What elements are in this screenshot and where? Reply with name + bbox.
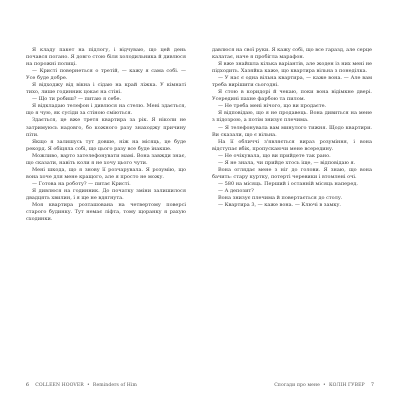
- left-footer-book-title: Reminders of Him: [92, 383, 137, 388]
- right-page-text: [212, 47, 372, 377]
- paragraph: Я кладу пакет на підлогу, і відчуваю, що цей день почався погано. Я довго стою біля холодильника й дивлюся на порожні полиці.: [26, 47, 186, 68]
- right-footer-bullet: •: [321, 383, 328, 388]
- right-footer-book-title: Спогади про мене: [274, 383, 320, 388]
- paragraph: — Не треба мені нічого, що ви продаєте.: [218, 103, 327, 110]
- paragraph: Я відходжу від вікна і сідаю на край ліжка. У кімнаті тихо, лише годинник цокає на стіні.: [26, 82, 186, 96]
- left-page-number: 6: [26, 383, 30, 388]
- left-footer-bullet: •: [85, 383, 92, 388]
- right-page-footer: [274, 383, 374, 388]
- left-footer-separator: [31, 383, 34, 388]
- right-footer-separator: [366, 383, 369, 388]
- paragraph: — Готова на роботу? — питає Кристі.: [32, 180, 131, 187]
- paragraph: — А депозит?: [218, 187, 254, 194]
- left-page-text: [26, 47, 186, 377]
- right-page: [200, 0, 400, 400]
- paragraph: — Я не знала, чи прийде хтось іще, — відповідаю я.: [218, 159, 356, 166]
- paragraph: Я вже знайшла кілька варіантів, але жоден із них мені не підходить. Хазяйка каже, що квартира вільна з понеділка.: [212, 61, 372, 75]
- paragraph: — Квартира 3, — каже вона. — Ключі в замку.: [218, 202, 341, 209]
- paragraph: Моя квартира розташована на четвертому поверсі старого будинку. Тут немає ліфта, тому щоранку я рахую сходинки.: [26, 202, 186, 223]
- paragraph: Я стою в коридорі й чекаю, поки вона відімкне двері. Усередині пахне фарбою та пилом.: [212, 89, 372, 103]
- paragraph: давлюся на свої руки. Я кажу собі, що все гаразд, але серце калатає, наче я пробігла марафон.: [212, 47, 372, 61]
- paragraph: Якщо я залишусь тут довше, ніж на місяць, це буде рекорд. Я обіцяла собі, що цього разу все буде інакше.: [26, 138, 186, 152]
- paragraph: — Не очікувала, що ви прийдете так рано.: [218, 152, 331, 159]
- paragraph: — Що ти робиш? — питаю я себе.: [32, 96, 122, 103]
- right-footer-author: КОЛІН ГУВЕР: [329, 383, 365, 388]
- right-page-number: 7: [370, 383, 374, 388]
- paragraph: Здається, це вже третя квартира за рік. Я ніколи не затримуюсь надовго, бо кожного разу знаходжу причину піти.: [26, 117, 186, 138]
- paragraph: Вона знизує плечима й повертається до столу.: [218, 194, 343, 201]
- left-page-footer: [26, 383, 137, 388]
- paragraph: — Я телефонувала вам минулого тижня. Щодо квартири. Ви сказали, що є вільна.: [212, 124, 372, 138]
- paragraph: Я відповідаю, що я не продавець. Вона дивиться на мене з підозрою, а потім знизує плечима.: [212, 110, 372, 124]
- paragraph: Вона оглядає мене з ніг до голови. Я знаю, що вона бачить: стару куртку, потерті черевики і втомлені очі.: [212, 166, 372, 180]
- paragraph: Я дивлюся на годинник. До початку зміни залишилося двадцять хвилин, і я ще не вдягнута.: [26, 187, 186, 201]
- paragraph: — 580 на місяць. Перший і останній місяць наперед.: [218, 180, 358, 187]
- paragraph: — Кристі повернеться о третій, — кажу я сама собі. — Усе буде добре.: [26, 68, 186, 82]
- paragraph: Мені шкода, що я знову її розчарувала. Я розумію, що вона хоче для мене кращого, але я просто не можу.: [26, 166, 186, 180]
- paragraph: — У нас є одна вільна квартира, — каже вона. — Але вам треба вирішити сьогодні.: [212, 75, 372, 89]
- paragraph: Я відкладаю телефон і дивлюся на стелю. Мені здається, що я чую, як сусіди за стіною сміються.: [26, 103, 186, 117]
- paragraph: Можливо, варто зателефонувати мамі. Вона завжди знає, що сказати, навіть коли я не хочу цього чути.: [26, 152, 186, 166]
- left-footer-author: COLLEEN HOOVER: [35, 383, 84, 388]
- paragraph: На її обличчі з'являється вираз розуміння, і вона відступає вбік, пропускаючи мене всередину.: [212, 138, 372, 152]
